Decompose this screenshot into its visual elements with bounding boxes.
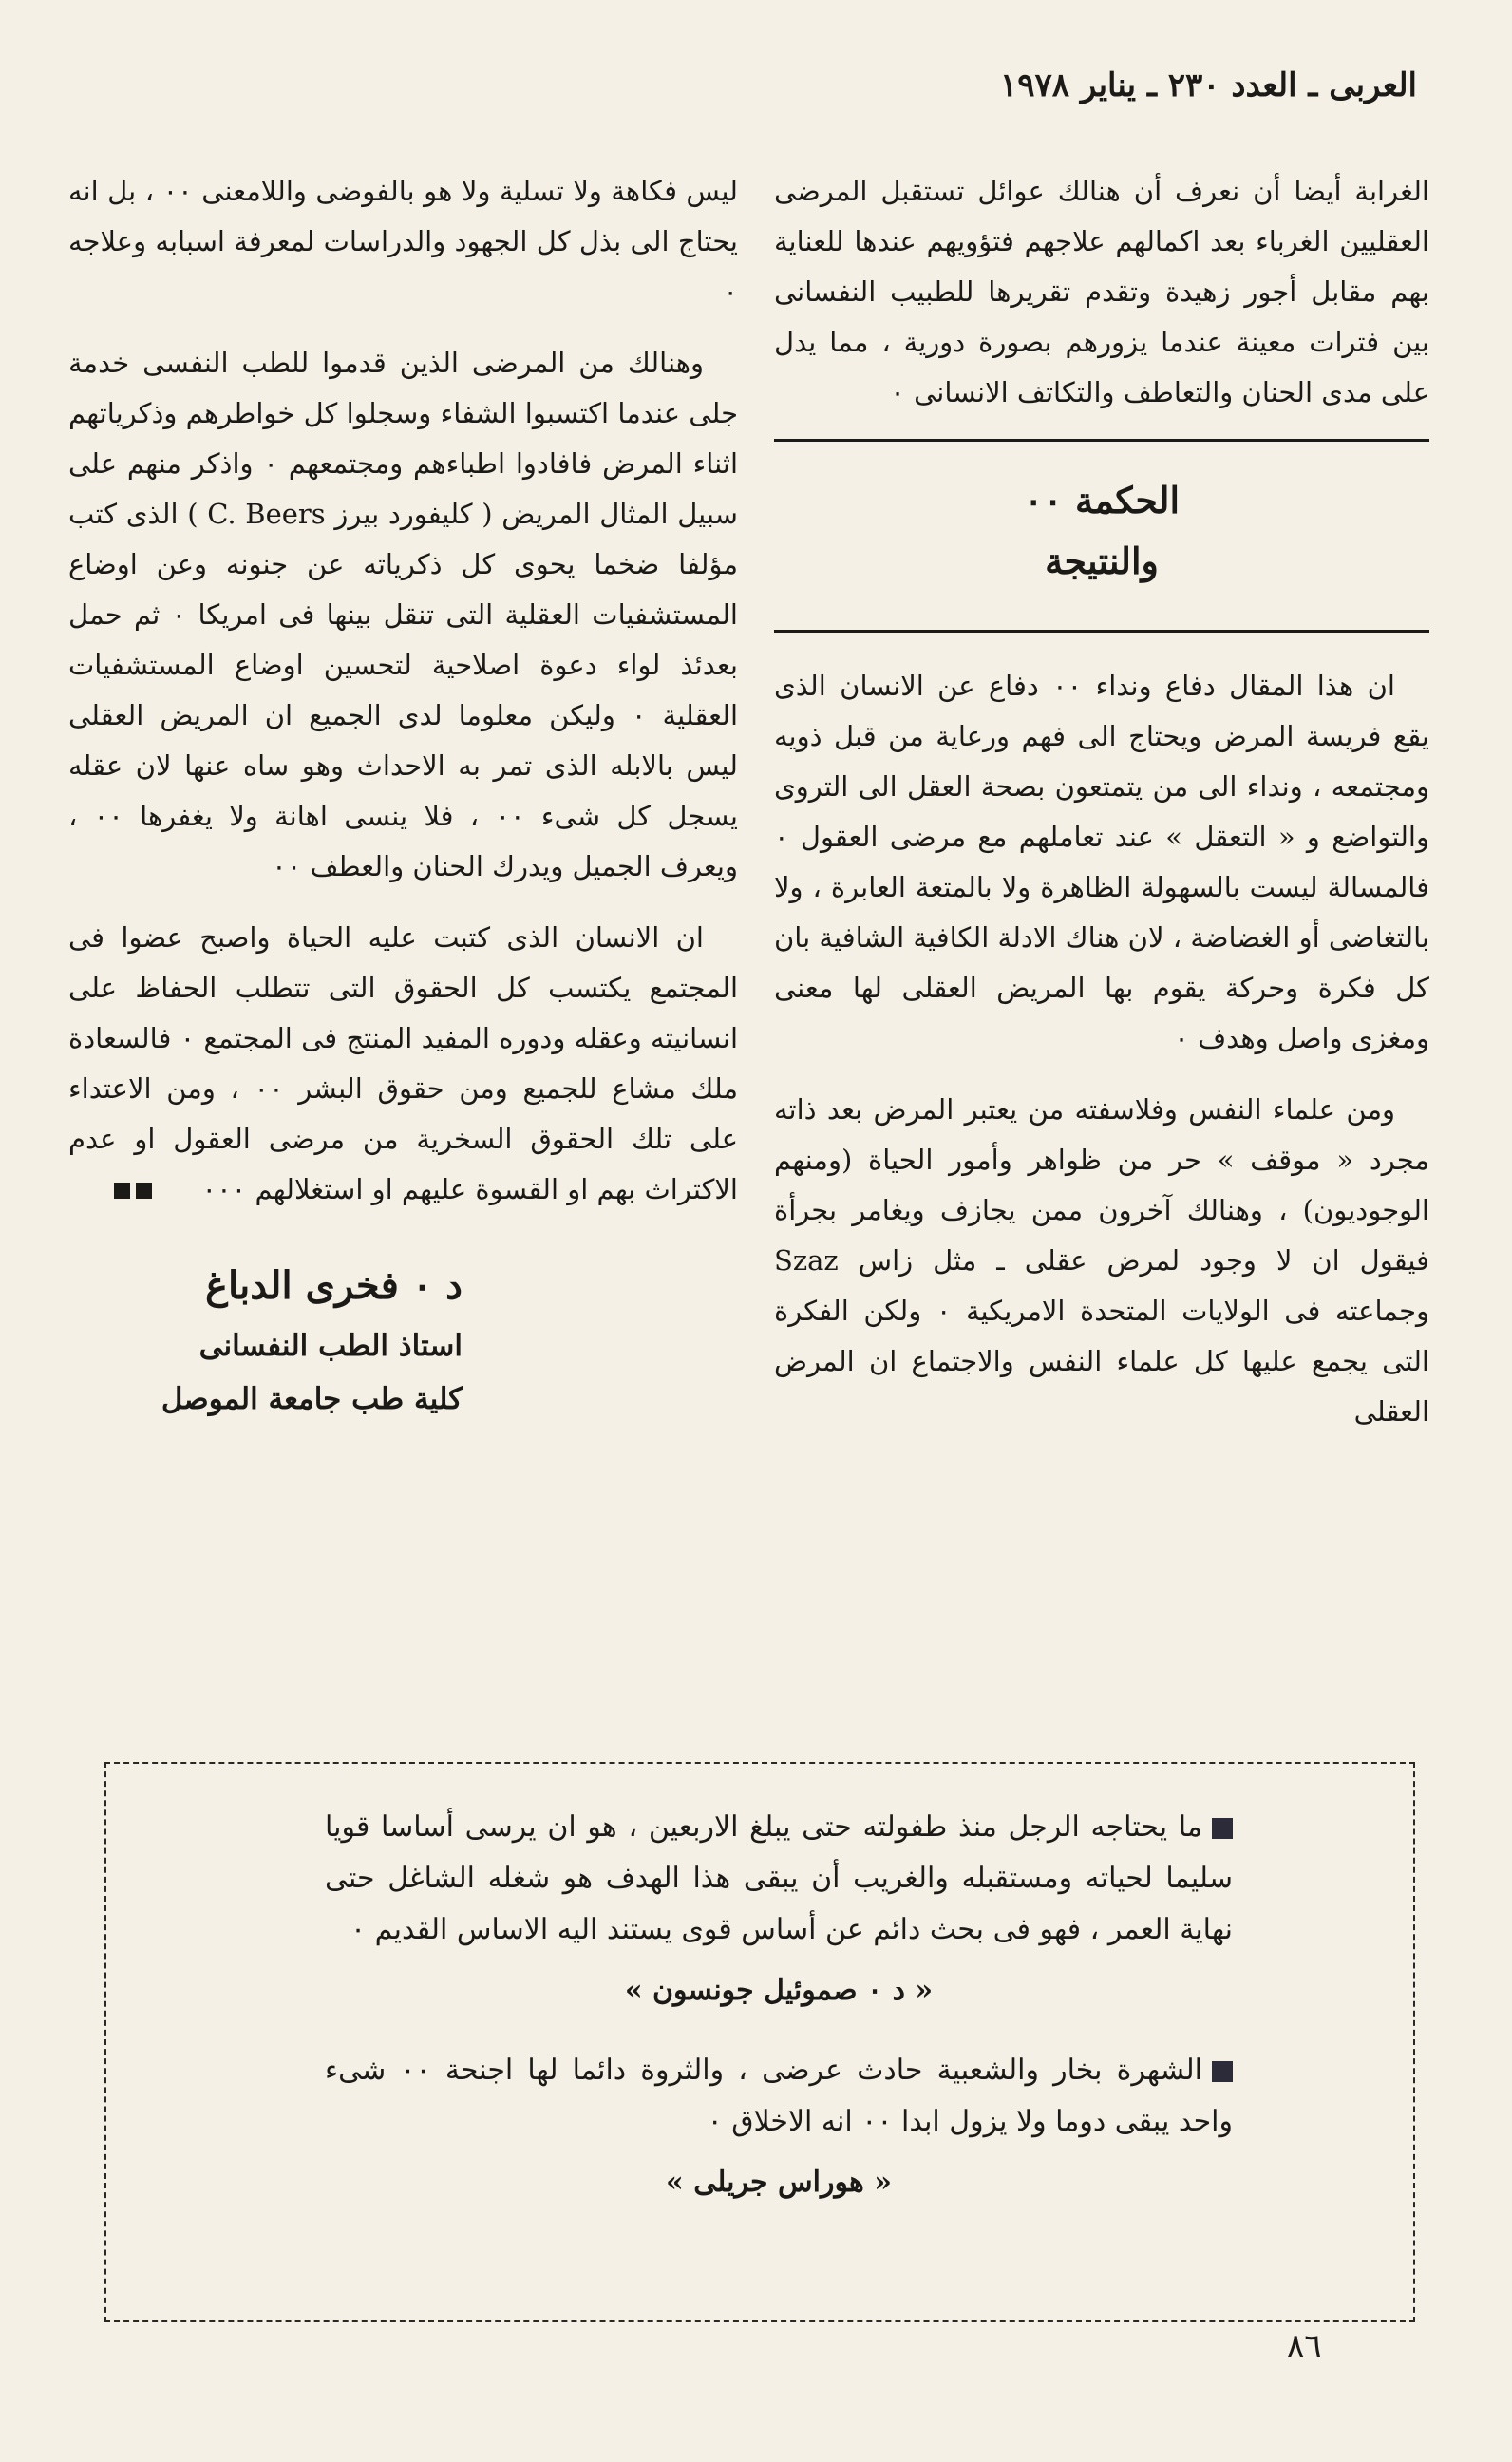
author-affiliation: كلية طب جامعة الموصل [161,1382,463,1416]
left-column [68,166,738,1426]
quotes-box [104,1762,1415,2322]
left-paragraph-1: ليس فكاهة ولا تسلية ولا هو بالفوضى واللامعنى ٠٠ ، بل انه يحتاج الى بذل كل الجهود والدراسات لمعرفة اسبابه وعلاجه ٠ [68,175,738,308]
quote-2-author: « هوراس جريلى » [666,2166,892,2199]
page-number: ٨٦ [1287,2327,1322,2365]
left-paragraph-3 [68,913,738,1215]
quote-1-author: « د ٠ صموئيل جونسون » [624,1974,934,2007]
section-heading [774,470,1429,592]
section-heading-line-2: والنتيجة [1045,540,1159,582]
square-bullet-icon [1212,1818,1233,1839]
quote-2-text: الشهرة بخار والشعبية حادث عرضى ، والثروة دائما لها اجنحة ٠٠ شىء واحد يبقى دوما ولا يزول ابدا ٠٠ انه الاخلاق ٠ [325,2054,1233,2138]
left-paragraph-3-text: ان الانسان الذى كتبت عليه الحياة واصبح عضوا فى المجتمع يكتسب كل الحقوق التى تتطلب الحفاظ على انسانيته وعقله ودوره المفيد المنتج فى المجتمع ٠ فالسعادة ملك مشاع للجميع ومن حقوق البشر ٠٠ ، ومن الاعتداء على تلك الحقوق السخرية من مرضى العقول او عدم الاكتراث بهم او القسوة عليهم او استغلالهم ٠٠٠ [68,921,739,1205]
author-name: د ٠ فخرى الدباغ [205,1263,463,1308]
author-title: استاذ الطب النفسانى [198,1329,463,1363]
end-of-article-marks [111,1165,189,1215]
section-heading-line-1: الحكمة ٠٠ [1023,479,1181,521]
quote-1 [325,1802,1233,1956]
quote-1-text: ما يحتاجه الرجل منذ طفولته حتى يبلغ الاربعين ، هو ان يرسى أساسا قويا سليما لحياته ومستقبله والغريب أن يبقى هذا الهدف هو شغله الشاغل حتى نهاية العمر ، فهو فى بحث دائم عن أساس قوى يستند اليه الاساس القديم ٠ [325,1810,1233,1946]
square-bullet-icon [1212,2061,1233,2082]
right-paragraph-3: ومن علماء النفس وفلاسفته من يعتبر المرض بعد ذاته مجرد « موقف » حر من ظواهر وأمور الحياة (ومنهم الوجوديون) ، وهنالك آخرون ممن يجازف ويغامر بجرأة فيقول ان لا وجود لمرض عقلى ـ مثل زاس Szaz وجماعته فى الولايات المتحدة الامريكية ٠ ولكن الفكرة التى يجمع عليها كل علماء النفس والاجتماع ان المرض العقلى [774,1093,1429,1428]
left-paragraph-2: وهنالك من المرضى الذين قدموا للطب النفسى خدمة جلى عندما اكتسبوا الشفاء وسجلوا كل خواطرهم وذكرياتهم اثناء المرض فافادوا اطباءهم ومجتمعهم ٠ واذكر منهم على سبيل المثال المريض ( كليفورد بيرز C. Beers ) الذى كتب مؤلفا ضخما يحوى كل ذكرياته عن جنونه وعن اوضاع المستشفيات العقلية التى تنقل بينها فى امريكا ٠ ثم حمل بعدئذ لواء دعوة اصلاحية لتحسين اوضاع المستشفيات العقلية ٠ وليكن معلوما لدى الجميع ان المريض العقلى ليس بالابله الذى تمر به الاحداث وهو ساه عنها لان عقله يسجل كل شىء ٠٠ ، فلا ينسى اهانة ولا يغفرها ٠٠ ، ويعرف الجميل ويدرك الحنان والعطف ٠٠ [68,347,739,882]
right-paragraph-2: ان هذا المقال دفاع ونداء ٠٠ دفاع عن الانسان الذى يقع فريسة المرض ويحتاج الى فهم ورعاية من قبل ذويه ومجتمعه ، ونداء الى من يتمتعون بصحة العقل الى التروى والتواضع و « التعقل » عند تعاملهم مع مرضى العقول ٠ فالمسالة ليست بالسهولة الظاهرة ولا بالمتعة العابرة ، ولا بالتغاضى أو الغضاضة ، لان هناك الادلة الكافية الشافية بان كل فكرة وحركة يقوم بها المريض العقلى لها معنى ومغزى واصل وهدف ٠ [774,670,1429,1054]
quotes-content [325,1802,1233,2237]
author-signature [68,1253,738,1426]
section-divider-top [774,439,1429,442]
quote-2 [325,2045,1233,2148]
right-column [774,166,1429,1458]
running-header: العربى ـ العدد ٢٣٠ ـ يناير ١٩٧٨ [999,66,1417,104]
right-paragraph-1: الغرابة أيضا أن نعرف أن هنالك عوائل تستقبل المرضى العقليين الغرباء بعد اكمالهم علاجهم فتؤويهم عندها للعناية بهم مقابل أجور زهيدة وتقدم تقريرها للطبيب النفسانى بين فترات معينة عندما يزورهم بصورة دورية ، مما يدل على مدى الحنان والتعاطف والتكاتف الانسانى ٠ [774,175,1429,408]
section-divider-bottom [774,630,1429,633]
